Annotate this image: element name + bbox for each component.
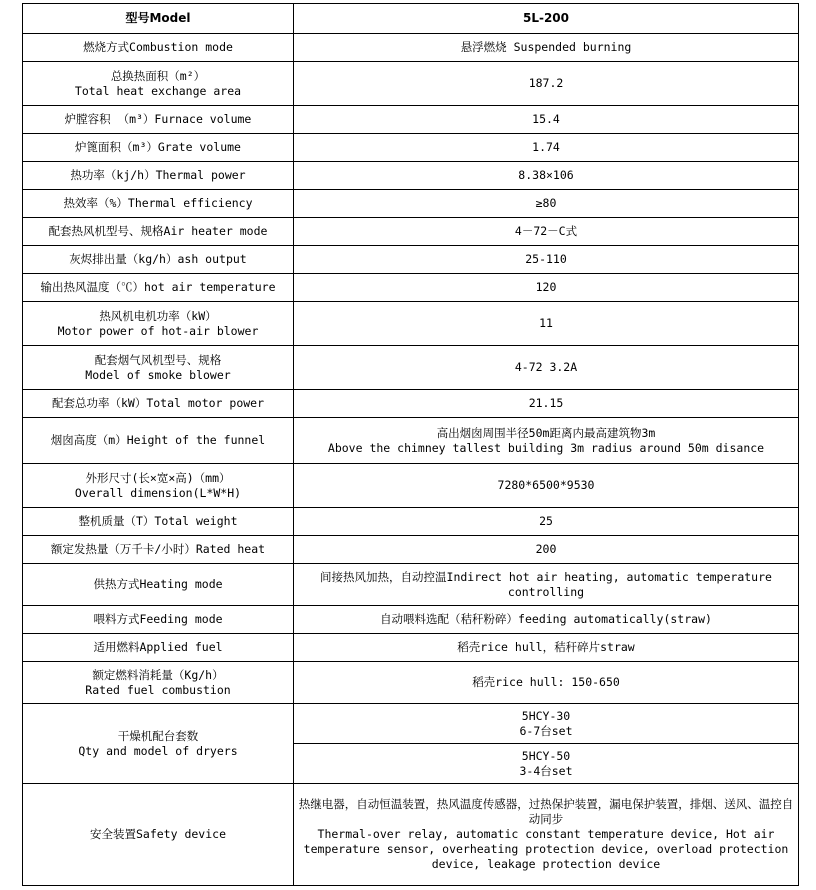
dryer-qty: 3-4台set — [519, 763, 573, 778]
dryer-model: 5HCY-30 — [521, 708, 571, 723]
spec-value: 间接热风加热，自动控温Indirect hot air heating, automatic temperature controlling — [294, 564, 799, 606]
spec-value-en: Above the chimney tallest building 3m radius around 50m disance — [327, 440, 765, 455]
spec-label-cn: 热风机电机功率（kW） — [99, 308, 217, 323]
spec-label: 适用燃料Applied fuel — [23, 634, 294, 662]
table-row — [23, 662, 799, 704]
spec-value: 稻壳rice hull，秸秆碎片straw — [294, 634, 799, 662]
spec-label — [23, 302, 294, 346]
table-row — [23, 508, 799, 536]
spec-label: 烟囱高度（m）Height of the funnel — [23, 418, 294, 464]
spec-label — [23, 464, 294, 508]
table-row — [23, 246, 799, 274]
spec-label — [23, 662, 294, 704]
spec-value: 稻壳rice hull: 150-650 — [294, 662, 799, 704]
spec-label: 灰烬排出量（kg/h）ash output — [23, 246, 294, 274]
spec-label: 配套热风机型号、规格Air heater mode — [23, 218, 294, 246]
spec-label-cn: 外形尺寸(长×宽×高)（mm） — [85, 470, 231, 485]
table-row — [23, 62, 799, 106]
table-row — [23, 34, 799, 62]
spec-value: 4－72－C式 — [294, 218, 799, 246]
spec-value: 25-110 — [294, 246, 799, 274]
table-row — [23, 162, 799, 190]
dryers-row — [23, 704, 799, 744]
safety-value-cn: 热继电器，自动恒温装置，热风温度传感器，过热保护装置，漏电保护装置，排烟、送风、温控自动同步 — [298, 797, 794, 826]
spec-label-en: Rated fuel combustion — [85, 682, 231, 697]
spec-label: 配套总功率（kW）Total motor power — [23, 390, 294, 418]
spec-label-en: Model of smoke blower — [85, 367, 231, 382]
safety-value-en: Thermal-over relay, automatic constant temperature device, Hot air temperature sensor, overheating protection device, overload protection device, leakage protection device — [303, 827, 789, 871]
spec-label-cn: 额定燃料消耗量（Kg/h） — [92, 667, 224, 682]
spec-value: ≥80 — [294, 190, 799, 218]
model-header-label: 型号Model — [23, 4, 294, 34]
table-header-row — [23, 4, 799, 34]
spec-value — [294, 418, 799, 464]
table-row — [23, 536, 799, 564]
table-row — [23, 418, 799, 464]
spec-label: 供热方式Heating mode — [23, 564, 294, 606]
spec-label: 燃烧方式Combustion mode — [23, 34, 294, 62]
table-row — [23, 390, 799, 418]
safety-row — [23, 784, 799, 886]
table-row — [23, 190, 799, 218]
spec-value: 悬浮燃烧 Suspended burning — [294, 34, 799, 62]
spec-label: 热效率（%）Thermal efficiency — [23, 190, 294, 218]
table-row — [23, 134, 799, 162]
spec-value: 8.38×106 — [294, 162, 799, 190]
spec-value: 21.15 — [294, 390, 799, 418]
table-row — [23, 274, 799, 302]
table-row — [23, 346, 799, 390]
spec-label: 额定发热量（万千卡/小时）Rated heat — [23, 536, 294, 564]
spec-label — [23, 346, 294, 390]
spec-value-cn: 高出烟囱周围半径50m距离内最高建筑物3m — [436, 425, 656, 440]
spec-value: 11 — [294, 302, 799, 346]
spec-value: 1.74 — [294, 134, 799, 162]
safety-value — [294, 784, 799, 886]
spec-value: 25 — [294, 508, 799, 536]
spec-label: 整机质量（T）Total weight — [23, 508, 294, 536]
spec-value: 120 — [294, 274, 799, 302]
table-row — [23, 106, 799, 134]
dryer-qty: 6-7台set — [519, 723, 573, 738]
model-header-value: 5L-200 — [294, 4, 799, 34]
spec-table — [22, 3, 799, 886]
dryer-option — [294, 704, 799, 744]
table-row — [23, 464, 799, 508]
table-row — [23, 302, 799, 346]
spec-value: 200 — [294, 536, 799, 564]
dryers-label-en: Qty and model of dryers — [78, 743, 238, 758]
spec-label-en: Overall dimension(L*W*H) — [74, 485, 242, 500]
spec-label: 输出热风温度（℃）hot air temperature — [23, 274, 294, 302]
dryers-label — [23, 704, 294, 784]
dryer-option — [294, 744, 799, 784]
spec-value: 自动喂料选配（秸秆粉碎）feeding automatically(straw) — [294, 606, 799, 634]
safety-label: 安全装置Safety device — [23, 784, 294, 886]
spec-value: 7280*6500*9530 — [294, 464, 799, 508]
spec-value: 187.2 — [294, 62, 799, 106]
spec-value: 15.4 — [294, 106, 799, 134]
spec-label-en: Total heat exchange area — [74, 83, 242, 98]
spec-value: 4-72 3.2A — [294, 346, 799, 390]
spec-label: 喂料方式Feeding mode — [23, 606, 294, 634]
spec-label: 炉篦面积（m³）Grate volume — [23, 134, 294, 162]
table-row — [23, 634, 799, 662]
spec-label: 炉膛容积 （m³）Furnace volume — [23, 106, 294, 134]
spec-label-cn: 配套烟气风机型号、规格 — [94, 352, 222, 367]
spec-label — [23, 62, 294, 106]
dryers-label-cn: 干燥机配台套数 — [117, 728, 199, 743]
table-row — [23, 564, 799, 606]
dryer-model: 5HCY-50 — [521, 748, 571, 763]
spec-label-en: Motor power of hot-air blower — [57, 323, 259, 338]
table-row — [23, 218, 799, 246]
table-row — [23, 606, 799, 634]
spec-label: 热功率（kj/h）Thermal power — [23, 162, 294, 190]
spec-label-cn: 总换热面积（m²） — [110, 68, 206, 83]
